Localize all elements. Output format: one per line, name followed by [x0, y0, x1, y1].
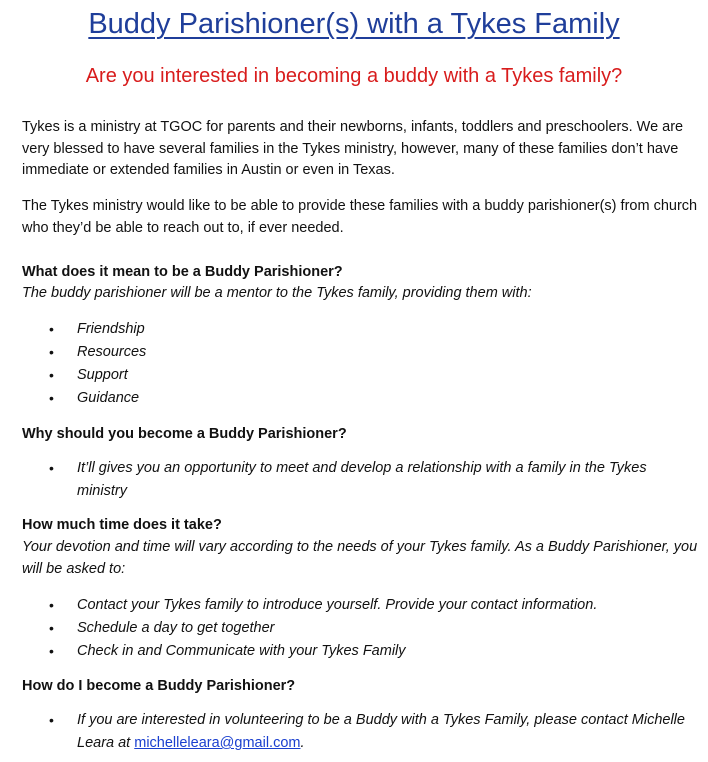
list-item: • Check in and Communicate with your Tykes Family	[22, 640, 698, 663]
section-lead-meaning: The buddy parishioner will be a mentor to the Tykes family, providing them with:	[22, 285, 532, 301]
intro-paragraph-2: The Tykes ministry would like to be able to provide these families with a buddy parishioner(s) from church who they’d be able to reach out to, if ever needed.	[22, 198, 698, 236]
list-item: • It’ll gives you an opportunity to meet and develop a relationship with a family in the Tykes ministry	[22, 457, 698, 503]
list-item	[22, 709, 698, 755]
section-lead-time: Your devotion and time will vary according to the needs of your Tykes family. As a Buddy Parishioner, you will be asked to:	[22, 539, 698, 577]
bullet-icon: •	[49, 367, 54, 383]
trailing-period: .	[300, 735, 305, 751]
list-item: • Guidance	[22, 387, 698, 410]
bullet-icon: •	[49, 597, 54, 613]
bullet-icon: •	[49, 321, 54, 337]
bullet-list-meaning	[22, 318, 698, 410]
bullet-icon: •	[49, 712, 54, 728]
bullet-icon: •	[49, 620, 54, 636]
section-heading-why: Why should you become a Buddy Parishioner?	[22, 426, 347, 442]
bullet-list-time	[22, 594, 698, 663]
bullet-icon: •	[49, 390, 54, 406]
page-title: Buddy Parishioner(s) with a Tykes Family	[88, 8, 620, 40]
list-item: • Resources	[22, 341, 698, 364]
list-item: • Contact your Tykes family to introduce yourself. Provide your contact information.	[22, 594, 698, 617]
bullet-icon: •	[49, 460, 54, 476]
section-heading-meaning: What does it mean to be a Buddy Parishioner?	[22, 264, 343, 280]
bullet-icon: •	[49, 344, 54, 360]
bullet-list-why	[22, 457, 698, 503]
list-item: • Schedule a day to get together	[22, 617, 698, 640]
intro-paragraph-1: Tykes is a ministry at TGOC for parents and their newborns, infants, toddlers and preschoolers. We are very blessed to have several families in the Tykes ministry, however, many of these families don’t have immediate or extended families in Austin or even in Texas.	[22, 119, 684, 178]
bullet-list-how	[22, 709, 698, 755]
section-heading-time: How much time does it take?	[22, 517, 222, 533]
list-item: • Friendship	[22, 318, 698, 341]
bullet-icon: •	[49, 643, 54, 659]
list-item: • Support	[22, 364, 698, 387]
section-heading-how: How do I become a Buddy Parishioner?	[22, 678, 296, 694]
contact-email-link[interactable]: michelleleara@gmail.com	[134, 735, 301, 751]
contact-instruction: If you are interested in volunteering to be a Buddy with a Tykes Family, please contact Michelle Leara at	[77, 712, 685, 751]
page-subtitle: Are you interested in becoming a buddy with a Tykes family?	[85, 65, 623, 87]
